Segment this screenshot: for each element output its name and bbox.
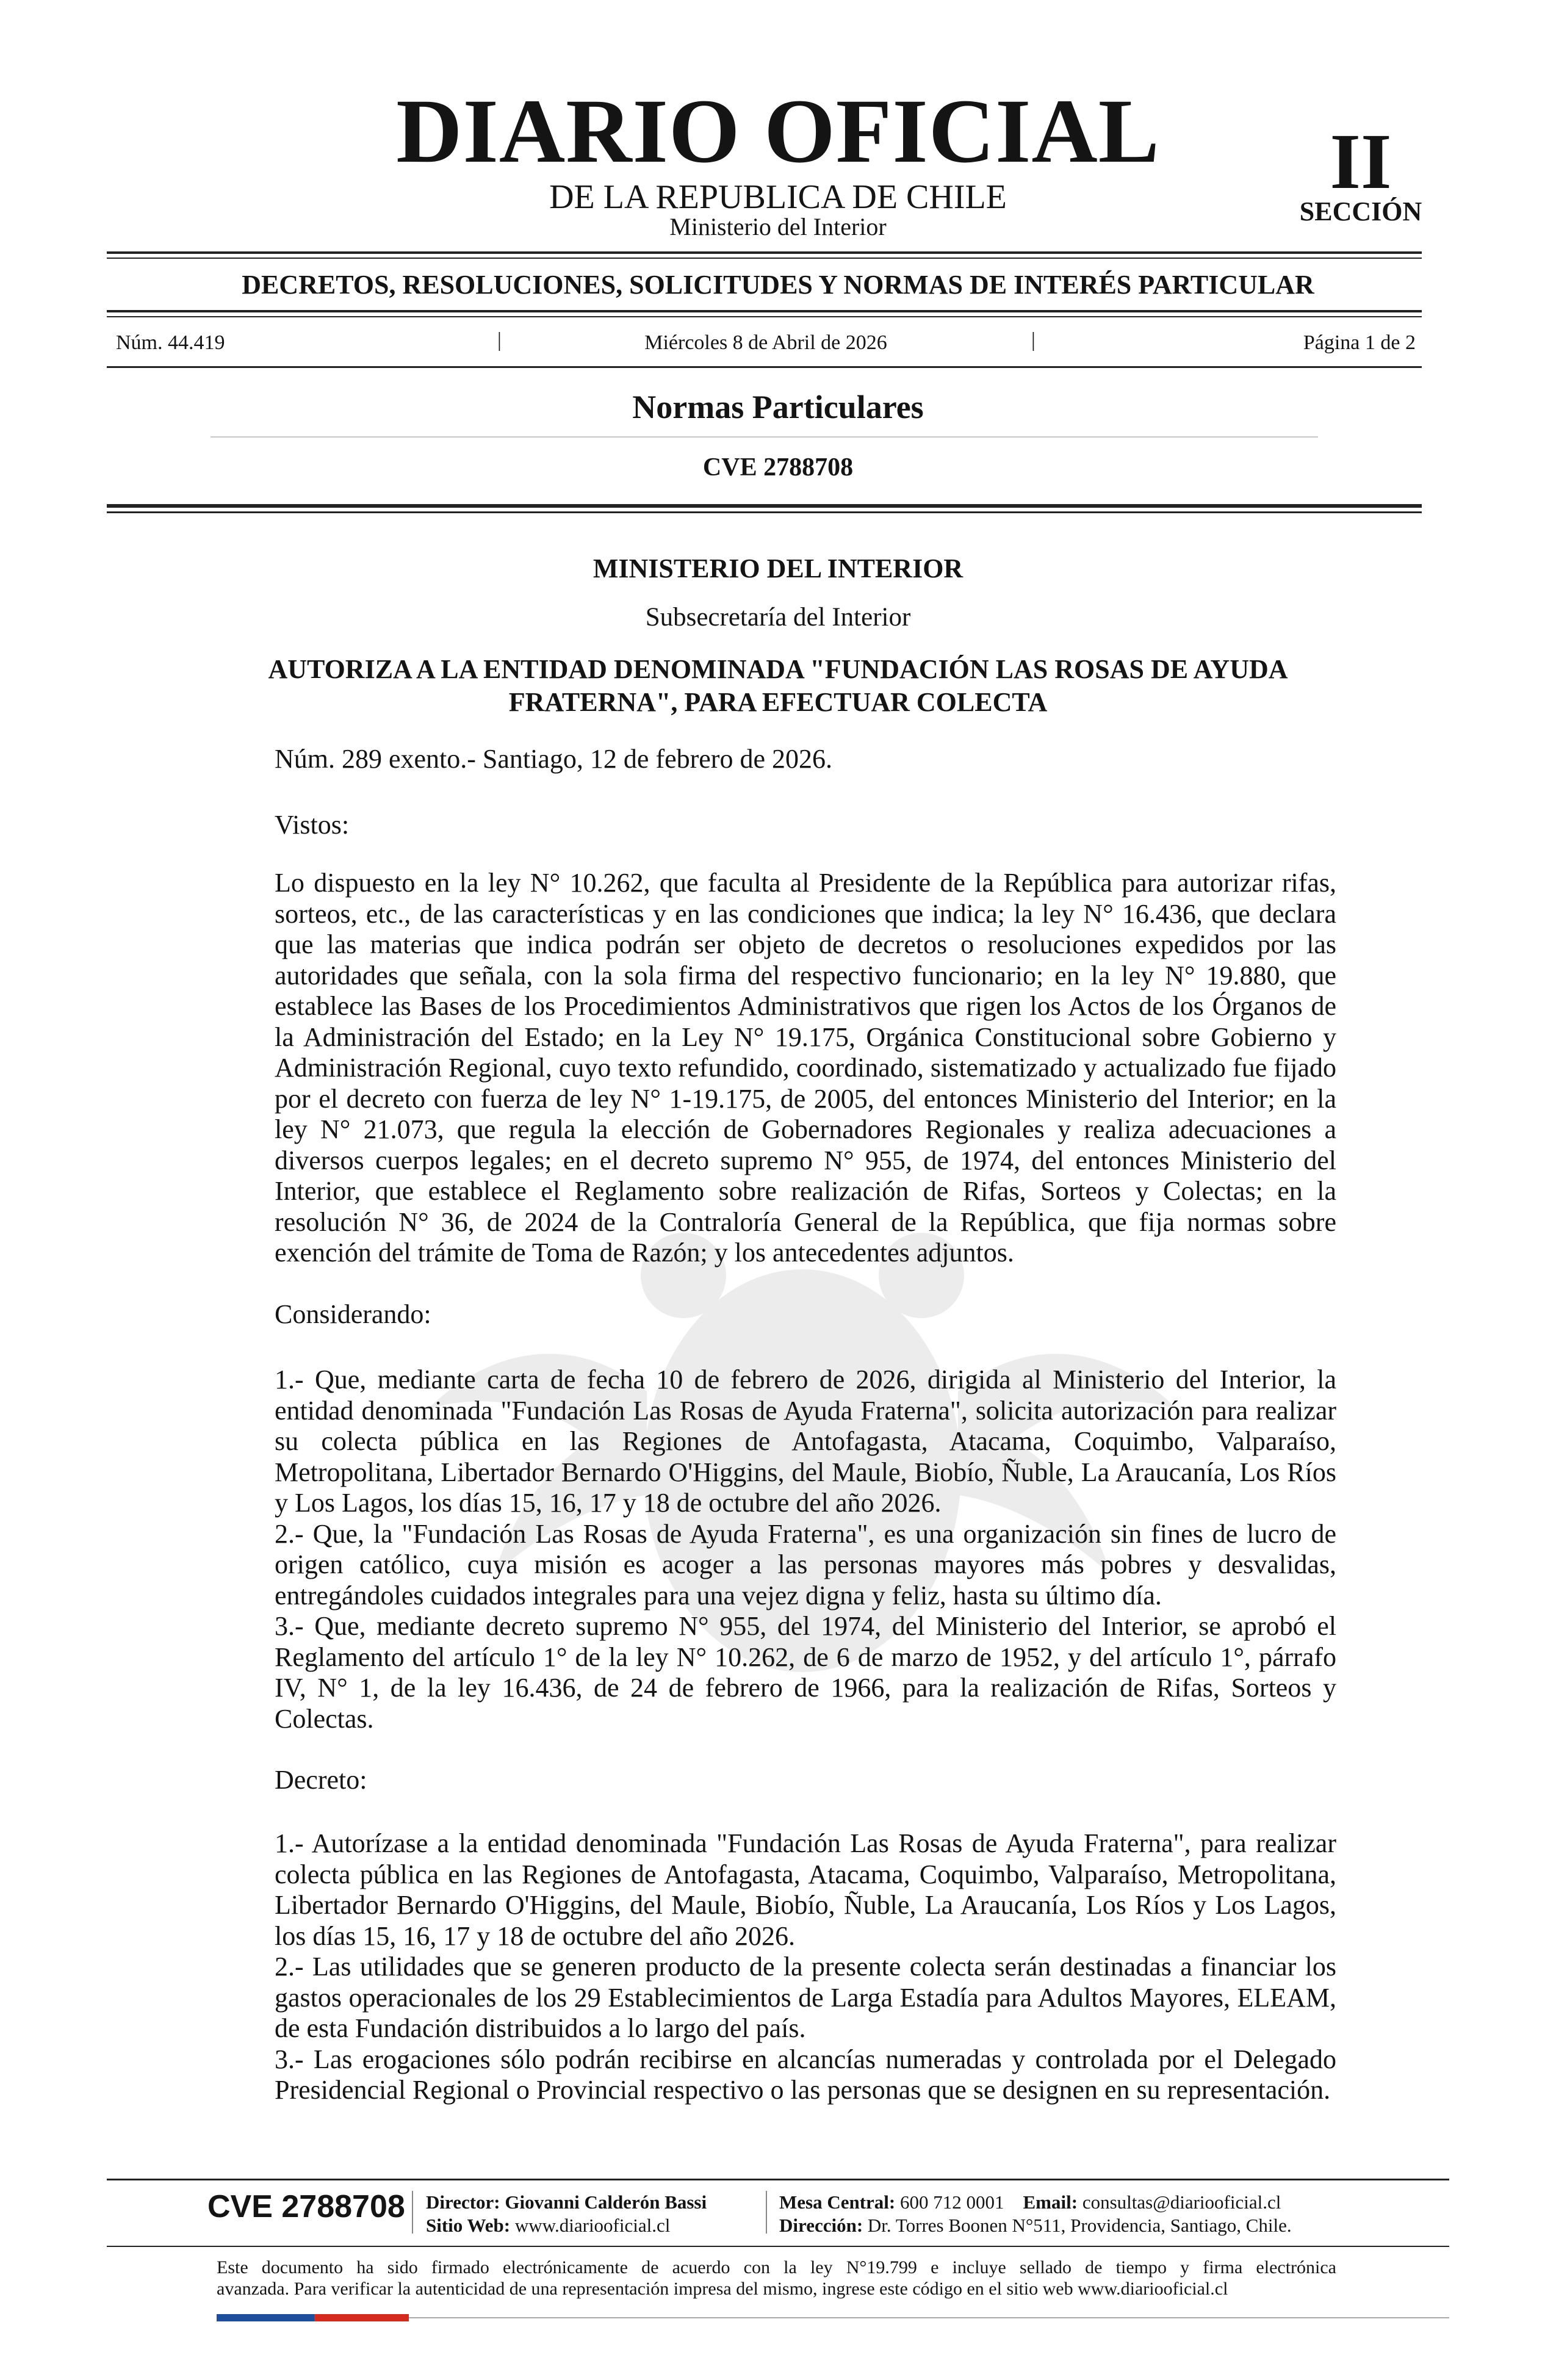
decreto-label: Decreto:: [275, 1765, 367, 1795]
footer-divider: [412, 2191, 413, 2234]
electronic-signature-note: [217, 2257, 1336, 2299]
page-counter: Página 1 de 2: [1303, 331, 1416, 354]
footer-rule-mid: [107, 2246, 1449, 2247]
website-line: [426, 2214, 707, 2237]
director-label: Director:: [426, 2191, 500, 2213]
director-line: [426, 2191, 707, 2214]
issue-number: Núm. 44.419: [116, 331, 225, 354]
vistos-text: Lo dispuesto en la ley N° 10.262, que faculta al Presidente de la República para autorizar rifas, sorteos, etc., de las características y en las condiciones que indica; la ley N° 16.436, que declara que las materias que indica podrán ser objeto de decretos o resoluciones expedidos por las autoridades que señala, con la sola firma del respectivo funcionario; en la ley N° 19.880, que establece las Bases de los Procedimientos Administrativos que rigen los Actos de los Órganos de la Administración del Estado; en la Ley N° 19.175, Orgánica Constitucional sobre Gobierno y Administración Regional, cuyo texto refundido, coordinado, sistematizado y actualizado fue fijado por el decreto con fuerza de ley N° 1-19.175, de 2005, del entonces Ministerio del Interior; en la ley N° 21.073, que regula la elección de Gobernadores Regionales y realiza adecuaciones a diversos cuerpos legales; en el decreto supremo N° 955, de 1974, del entonces Ministerio del Interior, que establece el Reglamento sobre realización de Rifas, Sorteos y Colectas; en la resolución N° 36, de 2024 de la Contraloría General de la República, que fija normas sobre exención del trámite de Toma de Razón; y los antecedentes adjuntos.: [275, 868, 1336, 1268]
footer-rule-bottom: [409, 2317, 1449, 2318]
header-rule-thick: [107, 504, 1422, 508]
decreto-item: 1.- Autorízase a la entidad denominada "Fundación Las Rosas de Ayuda Fraterna", para realizar colecta pública en las Regiones de Antofagasta, Atacama, Coquimbo, Valparaíso, Metropolitana, Libertador Bernardo O'Higgins, del Maule, Biobío, Ñuble, La Araucanía, Los Ríos y Los Lagos, los días 15, 16, 17 y 18 de octubre del año 2026.: [275, 1828, 1336, 1951]
considerando-item: 1.- Que, mediante carta de fecha 10 de febrero de 2026, dirigida al Ministerio del Interior, la entidad denominada "Fundación Las Rosas de Ayuda Fraterna", solicita autorización para realizar su colecta pública en las Regiones de Antofagasta, Atacama, Coquimbo, Valparaíso, Metropolitana, Libertador Bernardo O'Higgins, del Maule, Biobío, Ñuble, La Araucanía, Los Ríos y Los Lagos, los días 15, 16, 17 y 18 de octubre del año 2026.: [275, 1365, 1336, 1518]
phone-number: 600 712 0001: [900, 2191, 1004, 2213]
resolution-title-line: AUTORIZA A LA ENTIDAD DENOMINADA "FUNDACIÓN LAS ROSAS DE AYUDA: [268, 654, 1288, 684]
vistos-paragraph: [217, 868, 1336, 1269]
flag-stripe-blue: [217, 2314, 314, 2321]
header-rule-thin: [107, 511, 1422, 513]
website-label: Sitio Web:: [426, 2215, 511, 2236]
address-label: Dirección:: [779, 2215, 863, 2236]
section-label: SECCIÓN: [1299, 197, 1422, 226]
address-line: [779, 2214, 1292, 2237]
vistos-label: Vistos:: [275, 810, 350, 840]
masthead-subtitle: DE LA REPUBLICA DE CHILE: [549, 178, 1007, 216]
masthead-title: DIARIO OFICIAL: [396, 81, 1160, 182]
note-line: Este documento ha sido firmado electrónicamente de acuerdo con la ley N°19.799 e incluye sellado de tiempo y firma electrónica: [217, 2257, 1336, 2277]
resolution-title: [201, 653, 1355, 719]
flag-stripe-red: [314, 2314, 409, 2321]
category-rule-bottom: [107, 316, 1422, 317]
norms-heading: Normas Particulares: [632, 389, 924, 425]
footer-contact-block: [779, 2191, 1292, 2237]
section-number: II: [1330, 118, 1392, 206]
masthead-ministry: Ministerio del Interior: [669, 213, 887, 240]
address-text: Dr. Torres Boonen N°511, Providencia, Santiago, Chile.: [867, 2215, 1292, 2236]
decree-number: Núm. 289 exento.- Santiago, 12 de febrero de 2026.: [275, 744, 832, 774]
decreto-item: 2.- Las utilidades que se generen producto de la presente colecta serán destinadas a financiar los gastos operacionales de los 29 Establecimientos de Larga Estadía para Adultos Mayores, ELEAM, de esta Fundación distribuidos a lo largo del país.: [275, 1952, 1336, 2043]
considerando-item: 2.- Que, la "Fundación Las Rosas de Ayuda Fraterna", es una organización sin fines de lucro de origen católico, cuya misión es acoger a las personas mayores más pobres y desvalidas, entregándoles cuidados integrales para una vejez digna y feliz, hasta su último día.: [275, 1518, 1336, 1610]
decreto-list: [217, 1828, 1336, 2106]
considerando-label: Considerando:: [275, 1299, 431, 1329]
contact-line: [779, 2191, 1292, 2214]
masthead-rule-bottom: [107, 258, 1422, 259]
issuing-ministry: MINISTERIO DEL INTERIOR: [593, 554, 963, 583]
issue-rule: [107, 366, 1422, 368]
issue-separator: |: [1031, 329, 1036, 352]
director-name: Giovanni Calderón Bassi: [505, 2191, 707, 2213]
email-label: Email:: [1023, 2191, 1078, 2213]
email-link[interactable]: consultas@diariooficial.cl: [1082, 2191, 1281, 2213]
category-rule-top: [107, 310, 1422, 312]
issue-separator: |: [497, 329, 502, 352]
note-line: avanzada. Para verificar la autenticidad de una representación impresa del mismo, ingrese este código en el sitio web www.diariooficial.cl: [217, 2279, 1228, 2299]
footer-cve-code: CVE 2788708: [207, 2189, 405, 2224]
resolution-title-line: FRATERNA", PARA EFECTUAR COLECTA: [508, 687, 1048, 717]
issue-date: Miércoles 8 de Abril de 2026: [644, 331, 887, 354]
footer-divider: [766, 2191, 767, 2234]
footer-director-block: [426, 2191, 707, 2237]
category-heading: DECRETOS, RESOLUCIONES, SOLICITUDES Y NORMAS DE INTERÉS PARTICULAR: [242, 270, 1314, 300]
considerando-list: [217, 1365, 1336, 1734]
masthead-rule-top: [107, 251, 1422, 254]
footer-rule-top: [107, 2179, 1449, 2180]
website-link[interactable]: www.diariooficial.cl: [514, 2215, 671, 2236]
subsecretaria: Subsecretaría del Interior: [645, 603, 911, 632]
phone-label: Mesa Central:: [779, 2191, 896, 2213]
cve-code: CVE 2788708: [702, 453, 854, 481]
norms-divider: [211, 436, 1318, 438]
decreto-item: 3.- Las erogaciones sólo podrán recibirse en alcancías numeradas y controlada por el Delegado Presidencial Regional o Provincial respectivo o las personas que se designen en su representación.: [275, 2044, 1336, 2105]
considerando-item: 3.- Que, mediante decreto supremo N° 955, del 1974, del Ministerio del Interior, se aprobó el Reglamento del artículo 1° de la ley N° 10.262, de 6 de marzo de 1952, y del artículo 1°, párrafo IV, N° 1, de la ley 16.436, de 24 de febrero de 1966, para la realización de Rifas, Sorteos y Colectas.: [275, 1611, 1336, 1734]
